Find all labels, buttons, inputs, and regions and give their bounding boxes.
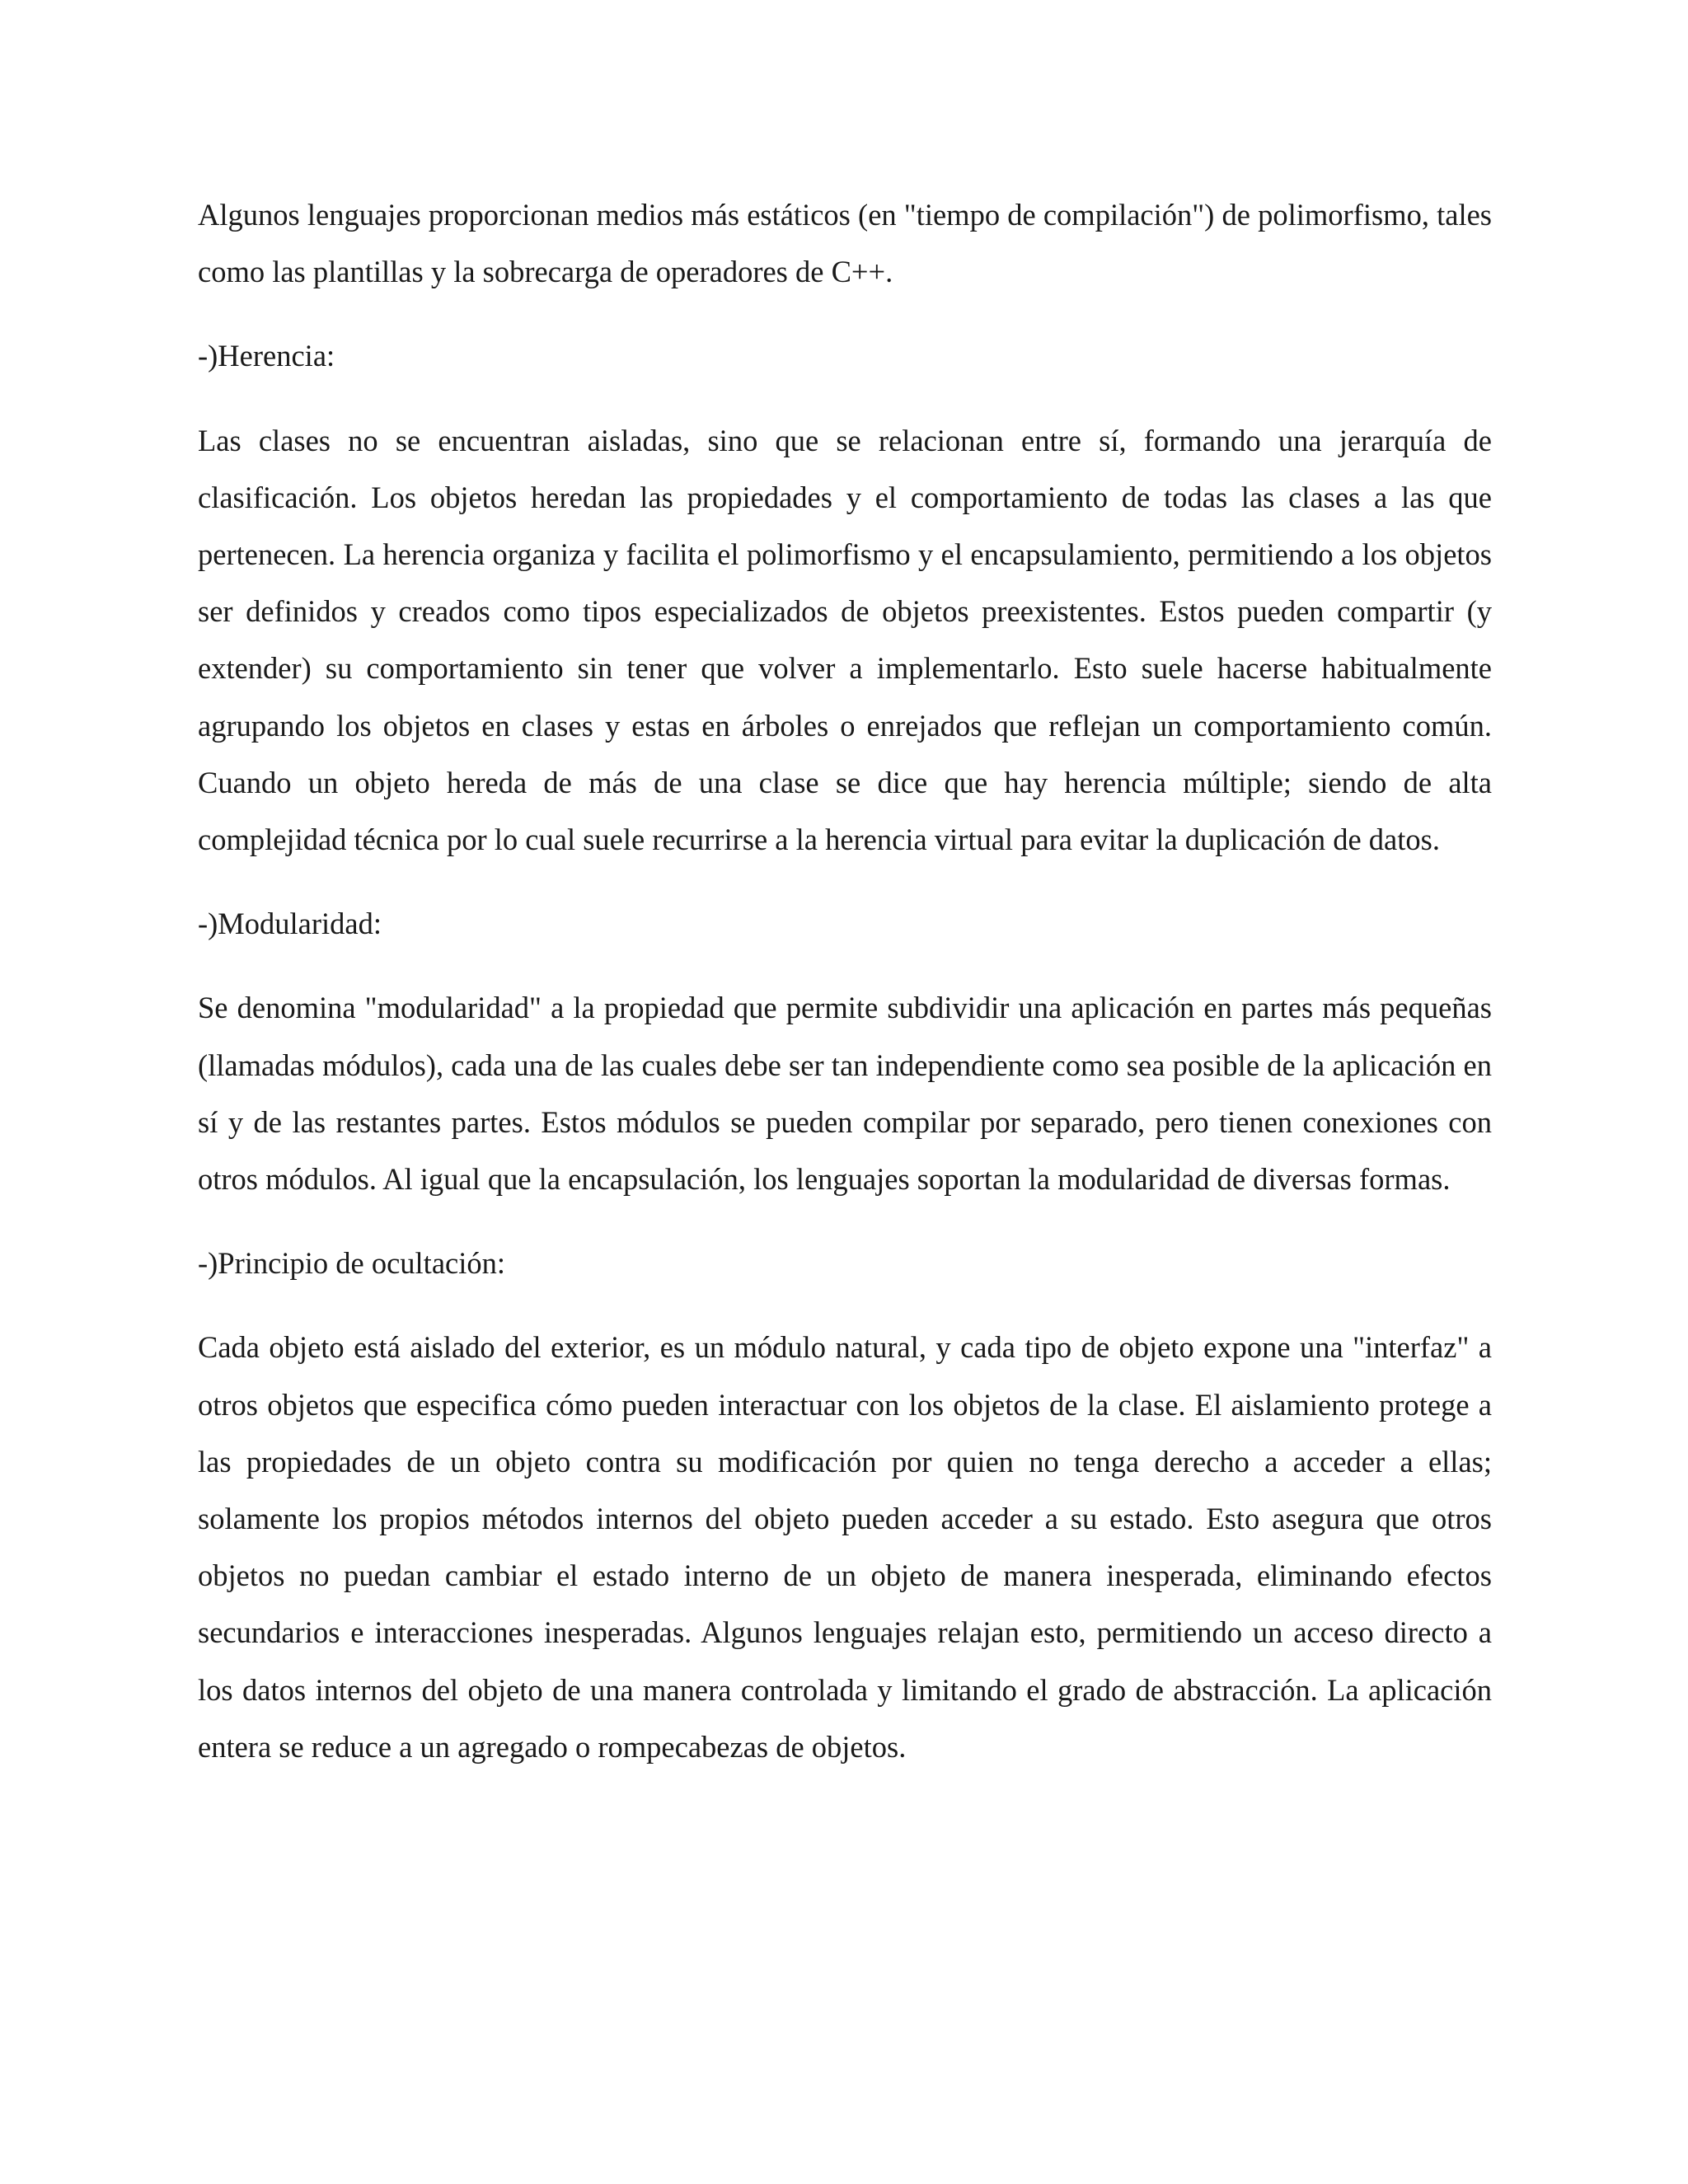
- paragraph-spacer: [198, 300, 1492, 327]
- section-heading-herencia: -)Herencia:: [198, 339, 335, 373]
- intro-paragraph: Algunos lenguajes proporcionan medios más estáticos (en "tiempo de compilación") de polimorfismo, tales como las plantillas y la sobrecarga de operadores de C++.: [198, 198, 1492, 289]
- paragraph-spacer: [198, 385, 1492, 412]
- paragraph-spacer: [198, 952, 1492, 979]
- section-heading-ocultacion: -)Principio de ocultación:: [198, 1246, 506, 1281]
- section-body-modularidad: Se denomina "modularidad" a la propiedad que permite subdividir una aplicación en partes más pequeñas (llamadas módulos), cada una de las cuales debe ser tan independiente como sea posible de la aplicación en sí y de las restantes partes. Estos módulos se pueden compilar por separado, pero tienen conexiones con otros módulos. Al igual que la encapsulación, los lenguajes soportan la modularidad de diversas formas.: [198, 991, 1492, 1197]
- paragraph-spacer: [198, 1291, 1492, 1319]
- paragraph-spacer: [198, 868, 1492, 895]
- document-body: [198, 186, 1492, 1775]
- paragraph-spacer: [198, 1207, 1492, 1235]
- section-heading-modularidad: -)Modularidad:: [198, 907, 382, 941]
- section-body-ocultacion: Cada objeto está aislado del exterior, es un módulo natural, y cada tipo de objeto expone una "interfaz" a otros objetos que especifica cómo pueden interactuar con los objetos de la clase. El aislamiento protege a las propiedades de un objeto contra su modificación por quien no tenga derecho a acceder a ellas; solamente los propios métodos internos del objeto pueden acceder a su estado. Esto asegura que otros objetos no puedan cambiar el estado interno de un objeto de manera inesperada, eliminando efectos secundarios e interacciones inesperadas. Algunos lenguajes relajan esto, permitiendo un acceso directo a los datos internos del objeto de una manera controlada y limitando el grado de abstracción. La aplicación entera se reduce a un agregado o rompecabezas de objetos.: [198, 1330, 1492, 1764]
- section-body-herencia: Las clases no se encuentran aisladas, sino que se relacionan entre sí, formando una jerarquía de clasificación. Los objetos heredan las propiedades y el comportamiento de todas las clases a las que pertenecen. La herencia organiza y facilita el polimorfismo y el encapsulamiento, permitiendo a los objetos ser definidos y creados como tipos especializados de objetos preexistentes. Estos pueden compartir (y extender) su comportamiento sin tener que volver a implementarlo. Esto suele hacerse habitualmente agrupando los objetos en clases y estas en árboles o enrejados que reflejan un comportamiento común. Cuando un objeto hereda de más de una clase se dice que hay herencia múltiple; siendo de alta complejidad técnica por lo cual suele recurrirse a la herencia virtual para evitar la duplicación de datos.: [198, 423, 1492, 857]
